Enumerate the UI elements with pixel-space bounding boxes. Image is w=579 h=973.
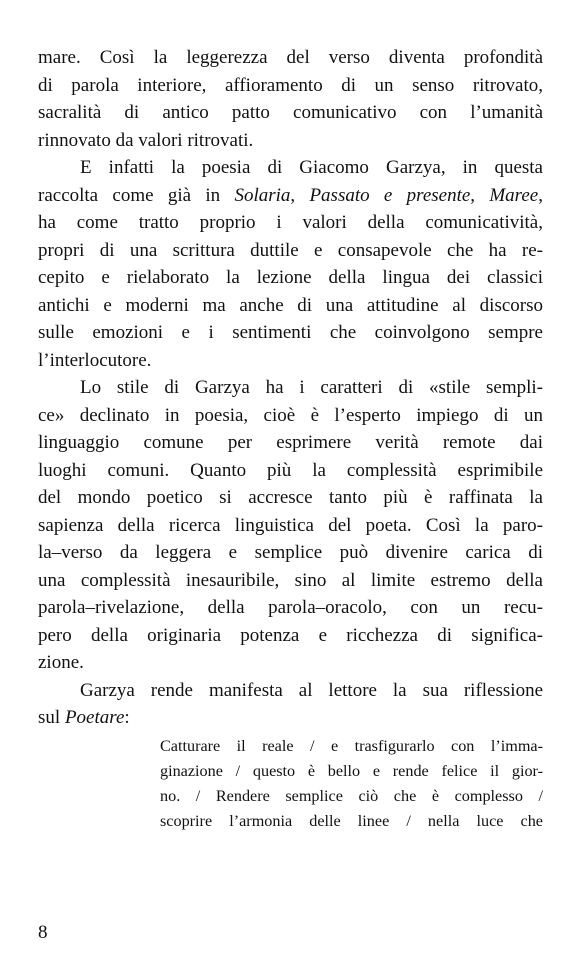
text-line: l’interlocutore. (38, 349, 152, 371)
body-text (38, 44, 543, 732)
page-number: 8 (38, 922, 48, 943)
text-line: sapienza della ricerca linguistica del poeta. Così la paro- (38, 514, 543, 536)
text-line: E infatti la poesia di Giacomo Garzya, in questa (80, 157, 543, 178)
text-line: ha come tratto proprio i valori della comunicatività, (38, 212, 543, 233)
quote-line: scoprire l’armonia delle linee / nella luce che (160, 812, 543, 830)
text-line: cepito e rielaborato la lezione della lingua dei classici (38, 267, 543, 288)
book-title-passato-e-presente: Passato e presente (309, 184, 471, 206)
text-line: rinnovato da valori ritrovati. (38, 129, 254, 151)
quote-line: Catturare il reale / e trasfigurarlo con l’imma- (160, 737, 543, 755)
text-line: la–verso da leggera e semplice può divenire carica di (38, 542, 543, 563)
text-segment: , (470, 184, 490, 206)
quote-line: ginazione / questo è bello e rende felice il gior- (160, 762, 543, 780)
book-title-solaria: Solaria (234, 184, 291, 206)
text-line: Garzya rende manifesta al lettore la sua riflessione (80, 679, 543, 701)
text-line: linguaggio comune per esprimere verità remote dai (38, 432, 543, 453)
text-segment: , (290, 184, 310, 206)
paragraph-2 (38, 154, 543, 374)
text-segment: : (124, 707, 130, 728)
paragraph-3 (38, 374, 543, 677)
poem-quotation (160, 734, 543, 834)
text-line: propri di una scrittura duttile e consapevole che ha re- (38, 239, 543, 261)
book-title-maree: Maree (489, 184, 539, 206)
text-line: ce» declinato in poesia, cioè è l’esperto impiego di un (38, 404, 543, 426)
text-segment: , (538, 184, 543, 206)
title-poetare: Poetare (64, 707, 125, 728)
text-line: pero della originaria potenza e ricchezza di significa- (38, 624, 543, 646)
paragraph-1 (38, 44, 543, 154)
text-line: una complessità inesauribile, sino al limite estremo della (38, 569, 543, 591)
text-line: sacralità di antico patto comunicativo con l’umanità (38, 102, 543, 123)
text-line (38, 704, 543, 732)
text-line: antichi e moderni ma anche di una attitudine al discorso (38, 294, 543, 316)
text-line: parola–rivelazione, della parola–oracolo, con un recu- (38, 597, 543, 618)
text-line (38, 182, 543, 210)
paragraph-4 (38, 677, 543, 732)
text-segment: raccolta come già in (38, 184, 235, 206)
text-line: Lo stile di Garzya ha i caratteri di «stile sempli- (80, 377, 543, 398)
text-line: luoghi comuni. Quanto più la complessità esprimibile (38, 459, 543, 481)
text-line: zione. (38, 652, 84, 673)
text-line: di parola interiore, affioramento di un senso ritrovato, (38, 74, 543, 96)
text-line: sulle emozioni e i sentimenti che coinvolgono sempre (38, 322, 543, 343)
text-segment: sul (38, 707, 65, 728)
text-line: mare. Così la leggerezza del verso diventa profondità (38, 47, 543, 68)
quote-line: no. / Rendere semplice ciò che è complesso / (160, 787, 543, 805)
text-line: del mondo poetico si accresce tanto più è raffinata la (38, 487, 543, 508)
